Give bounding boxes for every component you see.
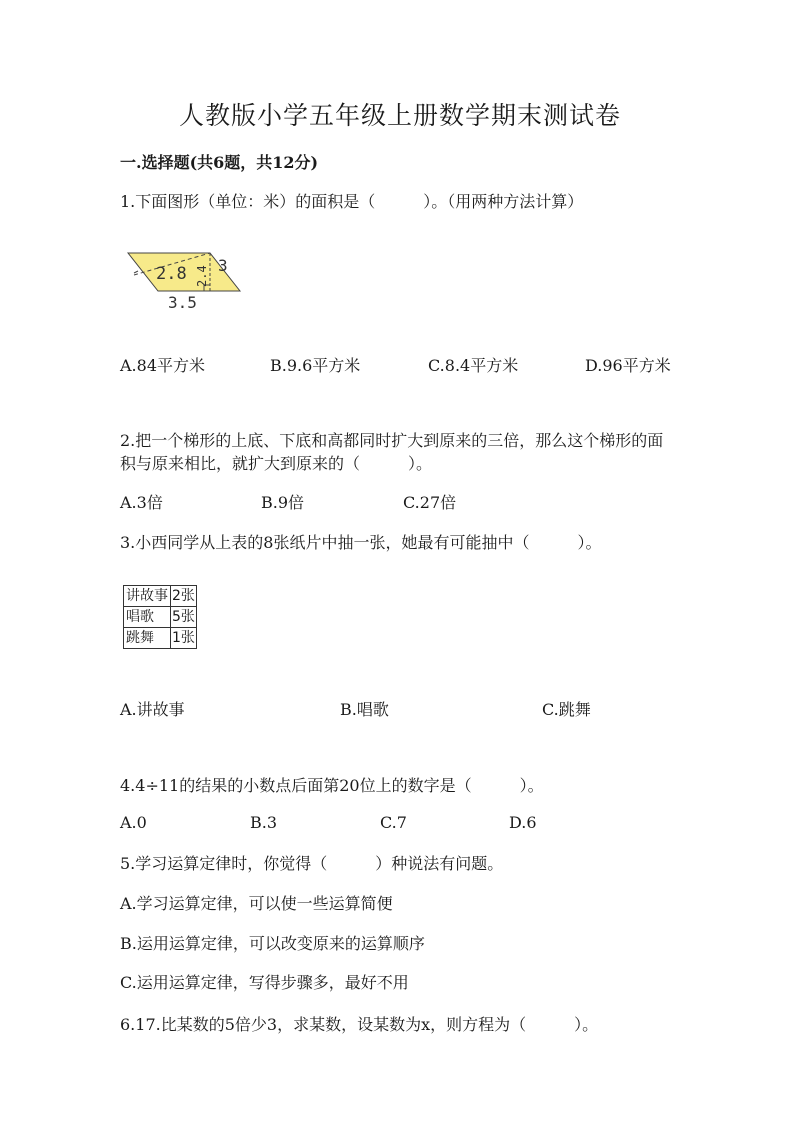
q1-option-c[interactable]: C.8.4平方米 xyxy=(428,356,519,375)
table-cell-activity: 讲故事 xyxy=(124,586,171,607)
card-count-table xyxy=(123,585,197,649)
q5-option-c[interactable]: C.运用运算定律，写得步骤多，最好不用 xyxy=(120,973,409,992)
question-4-text: 4.4÷11的结果的小数点后面第20位上的数字是（ ）。 xyxy=(120,776,544,795)
table-cell-count: 5张 xyxy=(171,607,197,628)
table-row xyxy=(124,586,197,607)
question-6-text: 6.17.比某数的5倍少3，求某数，设某数为x，则方程为（ ）。 xyxy=(120,1015,599,1034)
table-row xyxy=(124,628,197,649)
parallelogram-figure xyxy=(124,245,244,313)
top-length-label: 2.8 xyxy=(156,264,187,284)
q5-option-b[interactable]: B.运用运算定律，可以改变原来的运算顺序 xyxy=(120,934,425,953)
section-heading: 一.选择题(共6题，共12分) xyxy=(120,153,319,172)
base-length-label: 3.5 xyxy=(168,293,197,312)
table-cell-count: 1张 xyxy=(171,628,197,649)
q4-option-a[interactable]: A.0 xyxy=(120,813,147,832)
q3-option-b[interactable]: B.唱歌 xyxy=(340,700,389,719)
question-2-line-1: 2.把一个梯形的上底、下底和高都同时扩大到原来的三倍，那么这个梯形的面 xyxy=(120,431,664,450)
q2-option-b[interactable]: B.9倍 xyxy=(261,493,305,512)
q3-option-a[interactable]: A.讲故事 xyxy=(120,700,185,719)
table-cell-activity: 唱歌 xyxy=(124,607,171,628)
q3-option-c[interactable]: C.跳舞 xyxy=(542,700,591,719)
page-title: 人教版小学五年级上册数学期末测试卷 xyxy=(178,101,621,130)
question-3-text: 3.小西同学从上表的8张纸片中抽一张，她最有可能抽中（ ）。 xyxy=(120,533,602,552)
q2-option-c[interactable]: C.27倍 xyxy=(403,493,457,512)
question-2-line-2: 积与原来相比，就扩大到原来的（ ）。 xyxy=(120,454,433,473)
q1-option-b[interactable]: B.9.6平方米 xyxy=(270,356,361,375)
question-5-text: 5.学习运算定律时，你觉得（ ）种说法有问题。 xyxy=(120,854,504,873)
table-cell-count: 2张 xyxy=(171,586,197,607)
height-label: 2.4 xyxy=(195,265,209,287)
q5-option-a[interactable]: A.学习运算定律，可以使一些运算简便 xyxy=(120,894,393,913)
question-1-text: 1.下面图形（单位：米）的面积是（ ）。（用两种方法计算） xyxy=(120,192,584,211)
q4-option-d[interactable]: D.6 xyxy=(509,813,537,832)
table-cell-activity: 跳舞 xyxy=(124,628,171,649)
q1-option-a[interactable]: A.84平方米 xyxy=(120,356,206,375)
q2-option-a[interactable]: A.3倍 xyxy=(120,493,163,512)
q4-option-b[interactable]: B.3 xyxy=(250,813,278,832)
table-row xyxy=(124,607,197,628)
q4-option-c[interactable]: C.7 xyxy=(380,813,407,832)
q1-option-d[interactable]: D.96平方米 xyxy=(585,356,671,375)
side-length-label: 3 xyxy=(218,256,228,275)
